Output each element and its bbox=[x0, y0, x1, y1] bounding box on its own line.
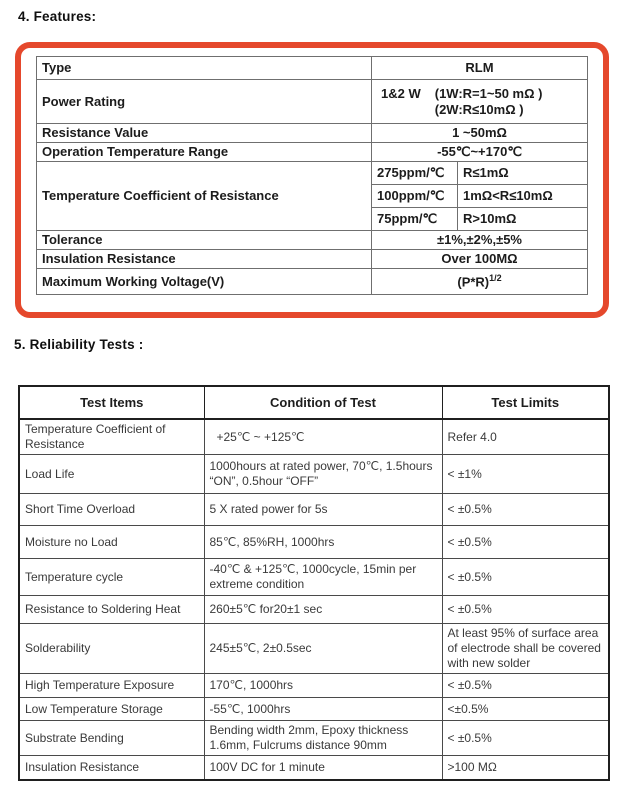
feature-row-tcr bbox=[37, 162, 588, 185]
feature-row-insulation-resistance bbox=[37, 250, 588, 269]
feature-label-operation-temperature: Operation Temperature Range bbox=[37, 143, 372, 162]
header-condition-of-test: Condition of Test bbox=[204, 386, 442, 419]
feature-row-resistance-value bbox=[37, 124, 588, 143]
test-row bbox=[19, 526, 609, 559]
test-condition-cell: 1000hours at rated power, 70℃, 1.5hours “ON”, 0.5hour “OFF” bbox=[204, 455, 442, 494]
test-item-cell: Resistance to Soldering Heat bbox=[19, 596, 204, 624]
red-highlight-box bbox=[15, 42, 609, 318]
test-item-cell: Solderability bbox=[19, 624, 204, 674]
feature-label-type: Type bbox=[37, 57, 372, 80]
test-item-cell: Moisture no Load bbox=[19, 526, 204, 559]
test-limit-cell: < ±0.5% bbox=[442, 674, 609, 698]
feature-row-max-working-voltage bbox=[37, 269, 588, 295]
test-condition-cell: 85℃, 85%RH, 1000hrs bbox=[204, 526, 442, 559]
test-limit-cell: < ±1% bbox=[442, 455, 609, 494]
test-row bbox=[19, 624, 609, 674]
tcr-range-2: R>10mΩ bbox=[458, 208, 588, 231]
mwv-exponent: 1/2 bbox=[489, 272, 502, 283]
test-condition-cell: 260±5℃ for20±1 sec bbox=[204, 596, 442, 624]
power-rating-note-2w: (2W:R≤10mΩ ) bbox=[434, 101, 524, 117]
tcr-coef-0: 275ppm/℃ bbox=[372, 162, 458, 185]
test-row bbox=[19, 494, 609, 526]
test-row bbox=[19, 596, 609, 624]
feature-value-type: RLM bbox=[372, 57, 588, 80]
test-limit-cell: <±0.5% bbox=[442, 698, 609, 721]
test-row bbox=[19, 455, 609, 494]
feature-value-insulation-resistance: Over 100MΩ bbox=[372, 250, 588, 269]
test-item-cell: Low Temperature Storage bbox=[19, 698, 204, 721]
test-row bbox=[19, 419, 609, 455]
tcr-coef-2: 75ppm/℃ bbox=[372, 208, 458, 231]
test-item-cell: Load Life bbox=[19, 455, 204, 494]
test-row bbox=[19, 674, 609, 698]
test-row bbox=[19, 559, 609, 596]
feature-label-insulation-resistance: Insulation Resistance bbox=[37, 250, 372, 269]
test-limit-cell: < ±0.5% bbox=[442, 526, 609, 559]
power-rating-note-1w: (1W:R=1~50 mΩ ) bbox=[434, 86, 543, 102]
test-item-cell: Substrate Bending bbox=[19, 721, 204, 756]
header-test-items: Test Items bbox=[19, 386, 204, 419]
test-limit-cell: < ±0.5% bbox=[442, 559, 609, 596]
feature-row-power-rating bbox=[37, 80, 588, 124]
feature-row-operation-temperature bbox=[37, 143, 588, 162]
feature-label-tolerance: Tolerance bbox=[37, 231, 372, 250]
feature-row-tolerance bbox=[37, 231, 588, 250]
feature-row-type bbox=[37, 57, 588, 80]
test-condition-cell: 170℃, 1000hrs bbox=[204, 674, 442, 698]
test-row bbox=[19, 721, 609, 756]
reliability-header-row bbox=[19, 386, 609, 419]
test-condition-cell: -55℃, 1000hrs bbox=[204, 698, 442, 721]
test-condition-cell: -40℃ & +125℃, 1000cycle, 15min per extreme condition bbox=[204, 559, 442, 596]
tcr-range-0: R≤1mΩ bbox=[458, 162, 588, 185]
feature-value-resistance-value: 1 ~50mΩ bbox=[372, 124, 588, 143]
test-condition-cell: 5 X rated power for 5s bbox=[204, 494, 442, 526]
test-limit-cell: >100 MΩ bbox=[442, 756, 609, 780]
test-condition-cell: Bending width 2mm, Epoxy thickness 1.6mm, Fulcrums distance 90mm bbox=[204, 721, 442, 756]
features-section-heading: 4. Features: bbox=[18, 9, 97, 24]
test-limit-cell: < ±0.5% bbox=[442, 596, 609, 624]
header-test-limits: Test Limits bbox=[442, 386, 609, 419]
reliability-table bbox=[18, 385, 610, 781]
tcr-coef-1: 100ppm/℃ bbox=[372, 185, 458, 208]
test-limit-cell: < ±0.5% bbox=[442, 494, 609, 526]
test-item-cell: Temperature Coefficient of Resistance bbox=[19, 419, 204, 455]
feature-label-max-working-voltage: Maximum Working Voltage(V) bbox=[37, 269, 372, 295]
test-item-cell: Temperature cycle bbox=[19, 559, 204, 596]
feature-label-tcr: Temperature Coefficient of Resistance bbox=[37, 162, 372, 231]
feature-value-tolerance: ±1%,±2%,±5% bbox=[372, 231, 588, 250]
feature-label-power-rating: Power Rating bbox=[37, 80, 372, 124]
power-rating-wattage: 1&2 W bbox=[381, 86, 421, 102]
mwv-base: (P*R) bbox=[457, 274, 490, 289]
test-row bbox=[19, 756, 609, 780]
test-item-cell: Short Time Overload bbox=[19, 494, 204, 526]
test-item-cell: High Temperature Exposure bbox=[19, 674, 204, 698]
reliability-section-heading: 5. Reliability Tests : bbox=[14, 337, 144, 352]
test-limit-cell: Refer 4.0 bbox=[442, 419, 609, 455]
test-condition-cell: 245±5℃, 2±0.5sec bbox=[204, 624, 442, 674]
feature-label-resistance-value: Resistance Value bbox=[37, 124, 372, 143]
test-item-cell: Insulation Resistance bbox=[19, 756, 204, 780]
feature-value-max-working-voltage bbox=[372, 269, 588, 295]
features-table bbox=[36, 56, 588, 295]
feature-value-power-rating bbox=[372, 80, 588, 124]
test-limit-cell: < ±0.5% bbox=[442, 721, 609, 756]
feature-value-operation-temperature: -55℃~+170℃ bbox=[372, 143, 588, 162]
test-row bbox=[19, 698, 609, 721]
test-condition-cell: +25℃ ~ +125℃ bbox=[204, 419, 442, 455]
test-condition-cell: 100V DC for 1 minute bbox=[204, 756, 442, 780]
tcr-range-1: 1mΩ<R≤10mΩ bbox=[458, 185, 588, 208]
test-limit-cell: At least 95% of surface area of electrode shall be covered with new solder bbox=[442, 624, 609, 674]
